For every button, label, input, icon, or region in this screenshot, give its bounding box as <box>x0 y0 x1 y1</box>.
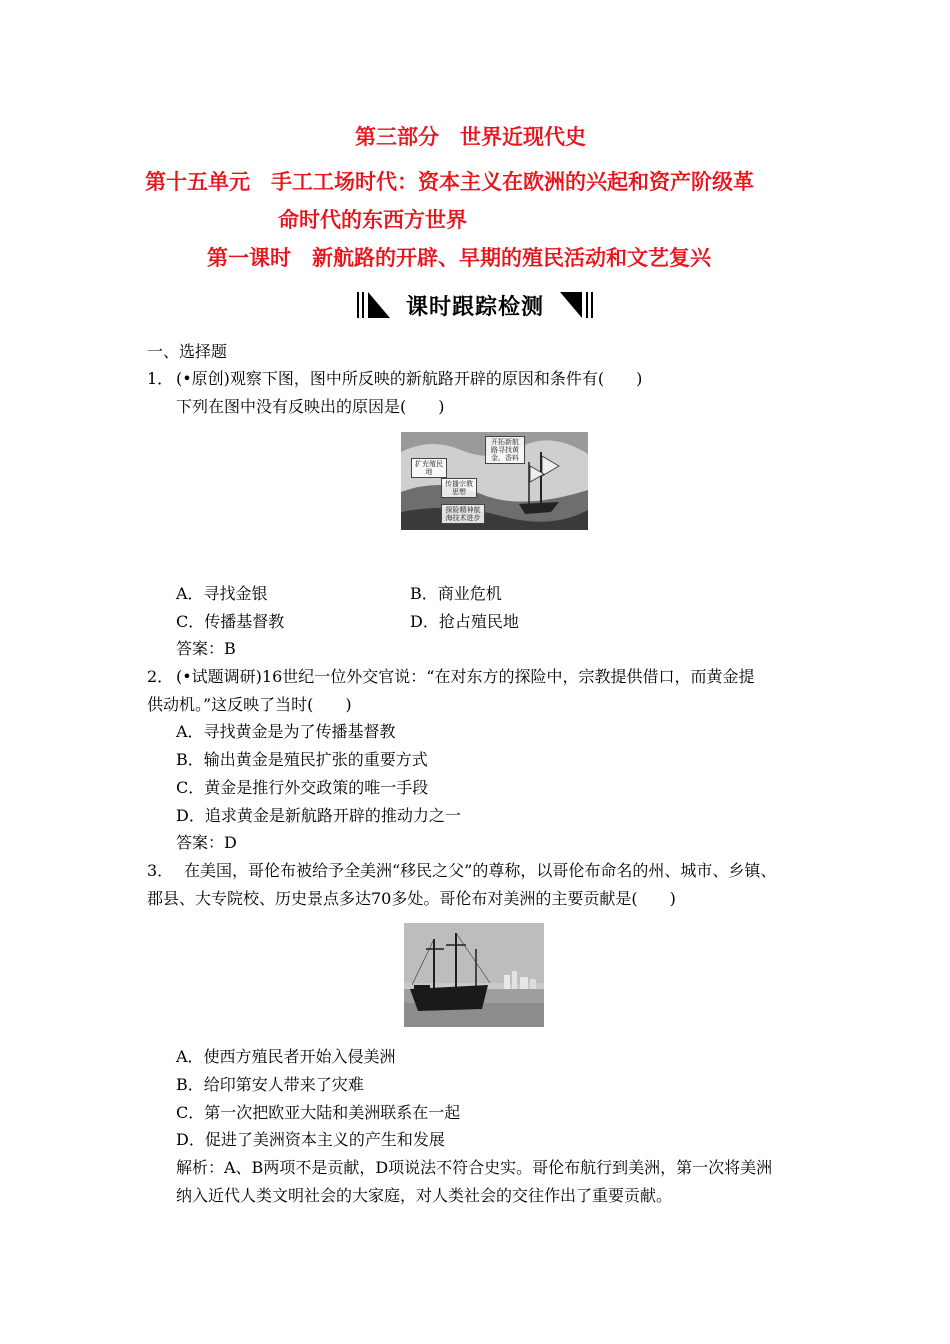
q1-label-top-right: 开拓新航路寻找黄金、香料 <box>485 436 525 464</box>
replica-ship-icon <box>404 923 544 1027</box>
q3-analysis-line2: 纳入近代人类文明社会的大家庭，对人类社会的交往作出了重要贡献。 <box>176 1186 673 1205</box>
q1-option-d: D．抢占殖民地 <box>410 612 519 631</box>
q3-option-c: C．第一次把欧亚大陆和美洲联系在一起 <box>176 1103 461 1122</box>
tracking-test-banner <box>356 288 594 322</box>
q3-photo <box>404 923 544 1027</box>
q2-option-c: C．黄金是推行外交政策的唯一手段 <box>176 778 429 797</box>
q1-label-left-mid: 传播宗教思想 <box>441 478 477 498</box>
q2-answer: 答案：D <box>176 833 237 852</box>
q1-label-bottom: 探险精神航海技术进步 <box>441 504 485 524</box>
q1-stem-line1: (•原创)观察下图，图中所反映的新航路开辟的原因和条件有( ) <box>176 369 643 388</box>
q3-analysis-line1: 解析：A、B两项不是贡献，D项说法不符合史实。哥伦布航行到美洲，第一次将美洲 <box>176 1158 773 1177</box>
q1-stem-line2: 下列在图中没有反映出的原因是( ) <box>176 397 445 416</box>
section-heading: 一、选择题 <box>147 342 228 361</box>
q2-stem-line2: 供动机。”这反映了当时( ) <box>147 695 352 714</box>
q3-stem-line2: 郡县、大专院校、历史景点多达70多处。哥伦布对美洲的主要贡献是( ) <box>147 889 676 908</box>
q1-option-a: A．寻找金银 <box>176 584 268 603</box>
q3-option-a: A．使西方殖民者开始入侵美洲 <box>176 1047 396 1066</box>
unit-title-line2: 命时代的东西方世界 <box>278 208 467 232</box>
part-title: 第三部分 世界近现代史 <box>355 125 586 149</box>
q3-option-d: D．促进了美洲资本主义的产生和发展 <box>176 1130 445 1149</box>
q3-stem-line1: 在美国，哥伦布被给予全美洲“移民之父”的尊称，以哥伦布命名的州、城市、乡镇、 <box>184 861 777 880</box>
q2-number: 2． <box>147 667 174 686</box>
q1-answer: 答案：B <box>176 639 236 658</box>
q1-label-left-top: 扩充殖民地 <box>411 458 447 478</box>
lesson-title: 第一课时 新航路的开辟、早期的殖民活动和文艺复兴 <box>207 246 711 270</box>
banner-label: 课时跟踪检测 <box>405 295 544 320</box>
q1-option-b: B．商业危机 <box>410 584 502 603</box>
q2-option-b: B．输出黄金是殖民扩张的重要方式 <box>176 750 428 769</box>
q1-option-c: C．传播基督教 <box>176 612 285 631</box>
q2-stem-line1: (•试题调研)16世纪一位外交官说：“在对东方的探险中，宗教提供借口，而黄金提 <box>176 667 755 686</box>
q1-number: 1． <box>147 369 174 388</box>
q3-number: 3． <box>147 861 174 880</box>
unit-title-line1: 第十五单元 手工工场时代：资本主义在欧洲的兴起和资产阶级革 <box>145 170 754 194</box>
q2-option-d: D．追求黄金是新航路开辟的推动力之一 <box>176 806 461 825</box>
q3-option-b: B．给印第安人带来了灾难 <box>176 1075 364 1094</box>
q1-illustration <box>401 432 588 530</box>
q2-option-a: A．寻找黄金是为了传播基督教 <box>176 722 396 741</box>
